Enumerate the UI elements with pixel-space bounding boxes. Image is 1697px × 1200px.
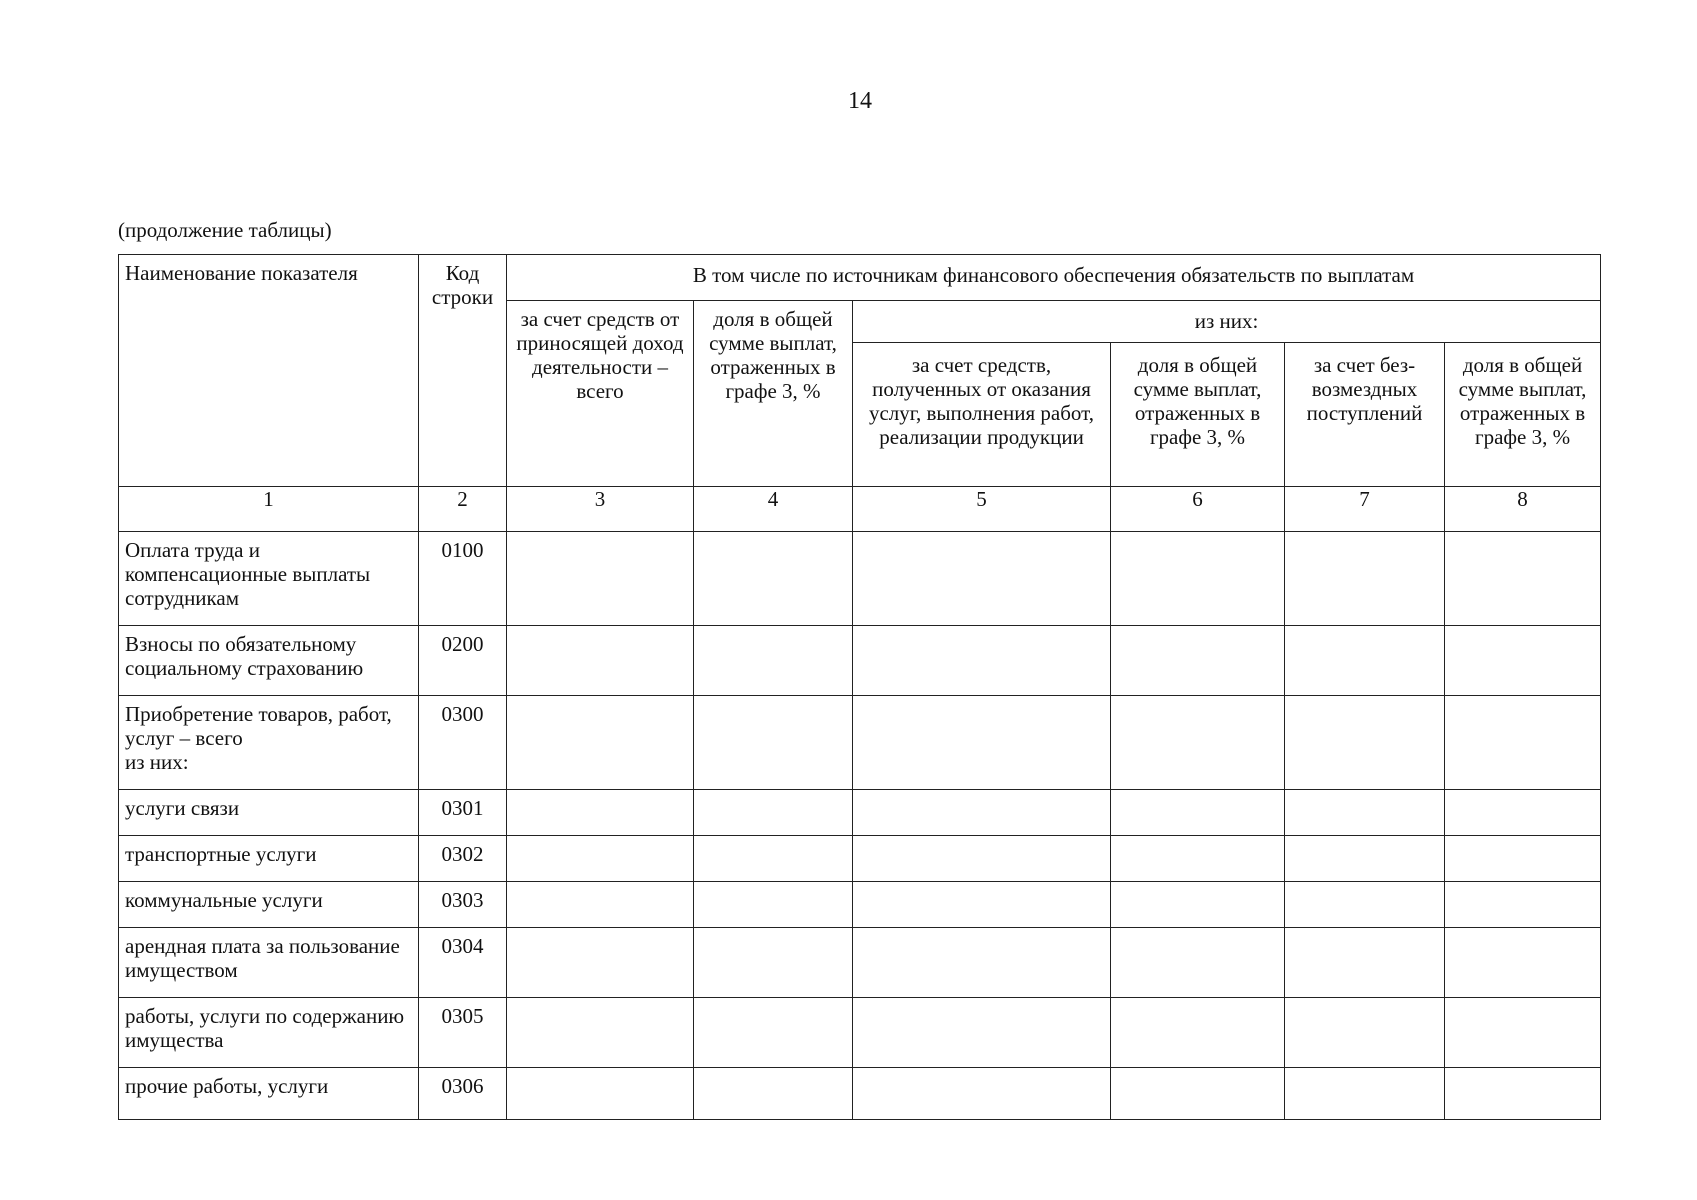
empty-value-cell-col-3 xyxy=(507,998,694,1068)
empty-value-cell-col-4 xyxy=(694,882,853,928)
empty-value-cell-col-8 xyxy=(1445,696,1601,790)
header-col-7: за счет без-возмездных поступлений xyxy=(1285,343,1445,487)
table-row xyxy=(119,998,1601,1068)
empty-value-cell-col-5 xyxy=(853,790,1111,836)
row-indicator-name: коммунальные услуги xyxy=(119,882,419,928)
empty-value-cell-col-6 xyxy=(1111,626,1285,696)
row-code: 0100 xyxy=(419,532,507,626)
table-continuation-caption: (продолжение таблицы) xyxy=(118,218,332,242)
column-number: 8 xyxy=(1445,487,1601,532)
empty-value-cell-col-3 xyxy=(507,882,694,928)
empty-value-cell-col-4 xyxy=(694,626,853,696)
empty-value-cell-col-7 xyxy=(1285,790,1445,836)
empty-value-cell-col-5 xyxy=(853,836,1111,882)
empty-value-cell-col-7 xyxy=(1285,626,1445,696)
empty-value-cell-col-5 xyxy=(853,532,1111,626)
empty-value-cell-col-5 xyxy=(853,626,1111,696)
empty-value-cell-col-4 xyxy=(694,696,853,790)
table-row xyxy=(119,626,1601,696)
empty-value-cell-col-5 xyxy=(853,998,1111,1068)
empty-value-cell-col-6 xyxy=(1111,532,1285,626)
empty-value-cell-col-6 xyxy=(1111,928,1285,998)
empty-value-cell-col-8 xyxy=(1445,1068,1601,1120)
empty-value-cell-col-8 xyxy=(1445,836,1601,882)
header-col-3: за счет средств от приносящей доход деятельности – всего xyxy=(507,301,694,487)
page-number: 14 xyxy=(848,88,872,114)
row-indicator-name: Приобретение товаров, работ, услуг – всего из них: xyxy=(119,696,419,790)
row-code: 0305 xyxy=(419,998,507,1068)
empty-value-cell-col-8 xyxy=(1445,532,1601,626)
empty-value-cell-col-4 xyxy=(694,836,853,882)
row-code: 0300 xyxy=(419,696,507,790)
empty-value-cell-col-4 xyxy=(694,998,853,1068)
row-code: 0301 xyxy=(419,790,507,836)
empty-value-cell-col-3 xyxy=(507,928,694,998)
header-col-5: за счет средств, полученных от оказания услуг, выполнения работ, реализации продукции xyxy=(853,343,1111,487)
table-row xyxy=(119,696,1601,790)
empty-value-cell-col-5 xyxy=(853,928,1111,998)
column-number: 5 xyxy=(853,487,1111,532)
header-of-them: из них: xyxy=(853,301,1601,343)
column-number: 6 xyxy=(1111,487,1285,532)
empty-value-cell-col-3 xyxy=(507,1068,694,1120)
row-code: 0303 xyxy=(419,882,507,928)
row-indicator-name: Взносы по обязательному социальному страхованию xyxy=(119,626,419,696)
row-code: 0306 xyxy=(419,1068,507,1120)
row-code: 0200 xyxy=(419,626,507,696)
empty-value-cell-col-6 xyxy=(1111,790,1285,836)
empty-value-cell-col-8 xyxy=(1445,626,1601,696)
empty-value-cell-col-7 xyxy=(1285,836,1445,882)
table-row xyxy=(119,882,1601,928)
empty-value-cell-col-7 xyxy=(1285,998,1445,1068)
payments-table xyxy=(118,254,1601,1120)
column-number: 7 xyxy=(1285,487,1445,532)
empty-value-cell-col-3 xyxy=(507,696,694,790)
empty-value-cell-col-3 xyxy=(507,626,694,696)
row-indicator-name: работы, услуги по содержанию имущества xyxy=(119,998,419,1068)
empty-value-cell-col-6 xyxy=(1111,998,1285,1068)
table-row xyxy=(119,532,1601,626)
row-code: 0304 xyxy=(419,928,507,998)
row-indicator-name: услуги связи xyxy=(119,790,419,836)
empty-value-cell-col-3 xyxy=(507,836,694,882)
row-indicator-name: Оплата труда и компенсационные выплаты сотрудникам xyxy=(119,532,419,626)
empty-value-cell-col-4 xyxy=(694,1068,853,1120)
empty-value-cell-col-8 xyxy=(1445,790,1601,836)
column-number: 3 xyxy=(507,487,694,532)
header-col-8: доля в общей сумме выплат, отраженных в графе 3, % xyxy=(1445,343,1601,487)
empty-value-cell-col-5 xyxy=(853,1068,1111,1120)
row-code: 0302 xyxy=(419,836,507,882)
column-number: 2 xyxy=(419,487,507,532)
empty-value-cell-col-6 xyxy=(1111,696,1285,790)
empty-value-cell-col-8 xyxy=(1445,882,1601,928)
table-row xyxy=(119,790,1601,836)
empty-value-cell-col-6 xyxy=(1111,1068,1285,1120)
empty-value-cell-col-6 xyxy=(1111,836,1285,882)
empty-value-cell-col-4 xyxy=(694,790,853,836)
empty-value-cell-col-7 xyxy=(1285,696,1445,790)
empty-value-cell-col-4 xyxy=(694,928,853,998)
table-row xyxy=(119,836,1601,882)
empty-value-cell-col-7 xyxy=(1285,882,1445,928)
empty-value-cell-col-4 xyxy=(694,532,853,626)
empty-value-cell-col-5 xyxy=(853,696,1111,790)
header-funding-sources: В том числе по источникам финансового обеспечения обязательств по выплатам xyxy=(507,255,1601,301)
empty-value-cell-col-3 xyxy=(507,790,694,836)
header-col-6: доля в общей сумме выплат, отраженных в графе 3, % xyxy=(1111,343,1285,487)
header-row-code: Код строки xyxy=(419,255,507,487)
empty-value-cell-col-8 xyxy=(1445,998,1601,1068)
empty-value-cell-col-7 xyxy=(1285,1068,1445,1120)
column-number: 4 xyxy=(694,487,853,532)
empty-value-cell-col-6 xyxy=(1111,882,1285,928)
table-row xyxy=(119,1068,1601,1120)
empty-value-cell-col-5 xyxy=(853,882,1111,928)
header-col-4: доля в общей сумме выплат, отраженных в графе 3, % xyxy=(694,301,853,487)
row-indicator-name: транспортные услуги xyxy=(119,836,419,882)
empty-value-cell-col-7 xyxy=(1285,532,1445,626)
row-indicator-name: прочие работы, услуги xyxy=(119,1068,419,1120)
empty-value-cell-col-8 xyxy=(1445,928,1601,998)
column-number: 1 xyxy=(119,487,419,532)
header-indicator-name: Наименование показателя xyxy=(119,255,419,487)
column-number-row xyxy=(119,487,1601,532)
row-indicator-name: арендная плата за пользование имуществом xyxy=(119,928,419,998)
table-row xyxy=(119,928,1601,998)
empty-value-cell-col-7 xyxy=(1285,928,1445,998)
empty-value-cell-col-3 xyxy=(507,532,694,626)
